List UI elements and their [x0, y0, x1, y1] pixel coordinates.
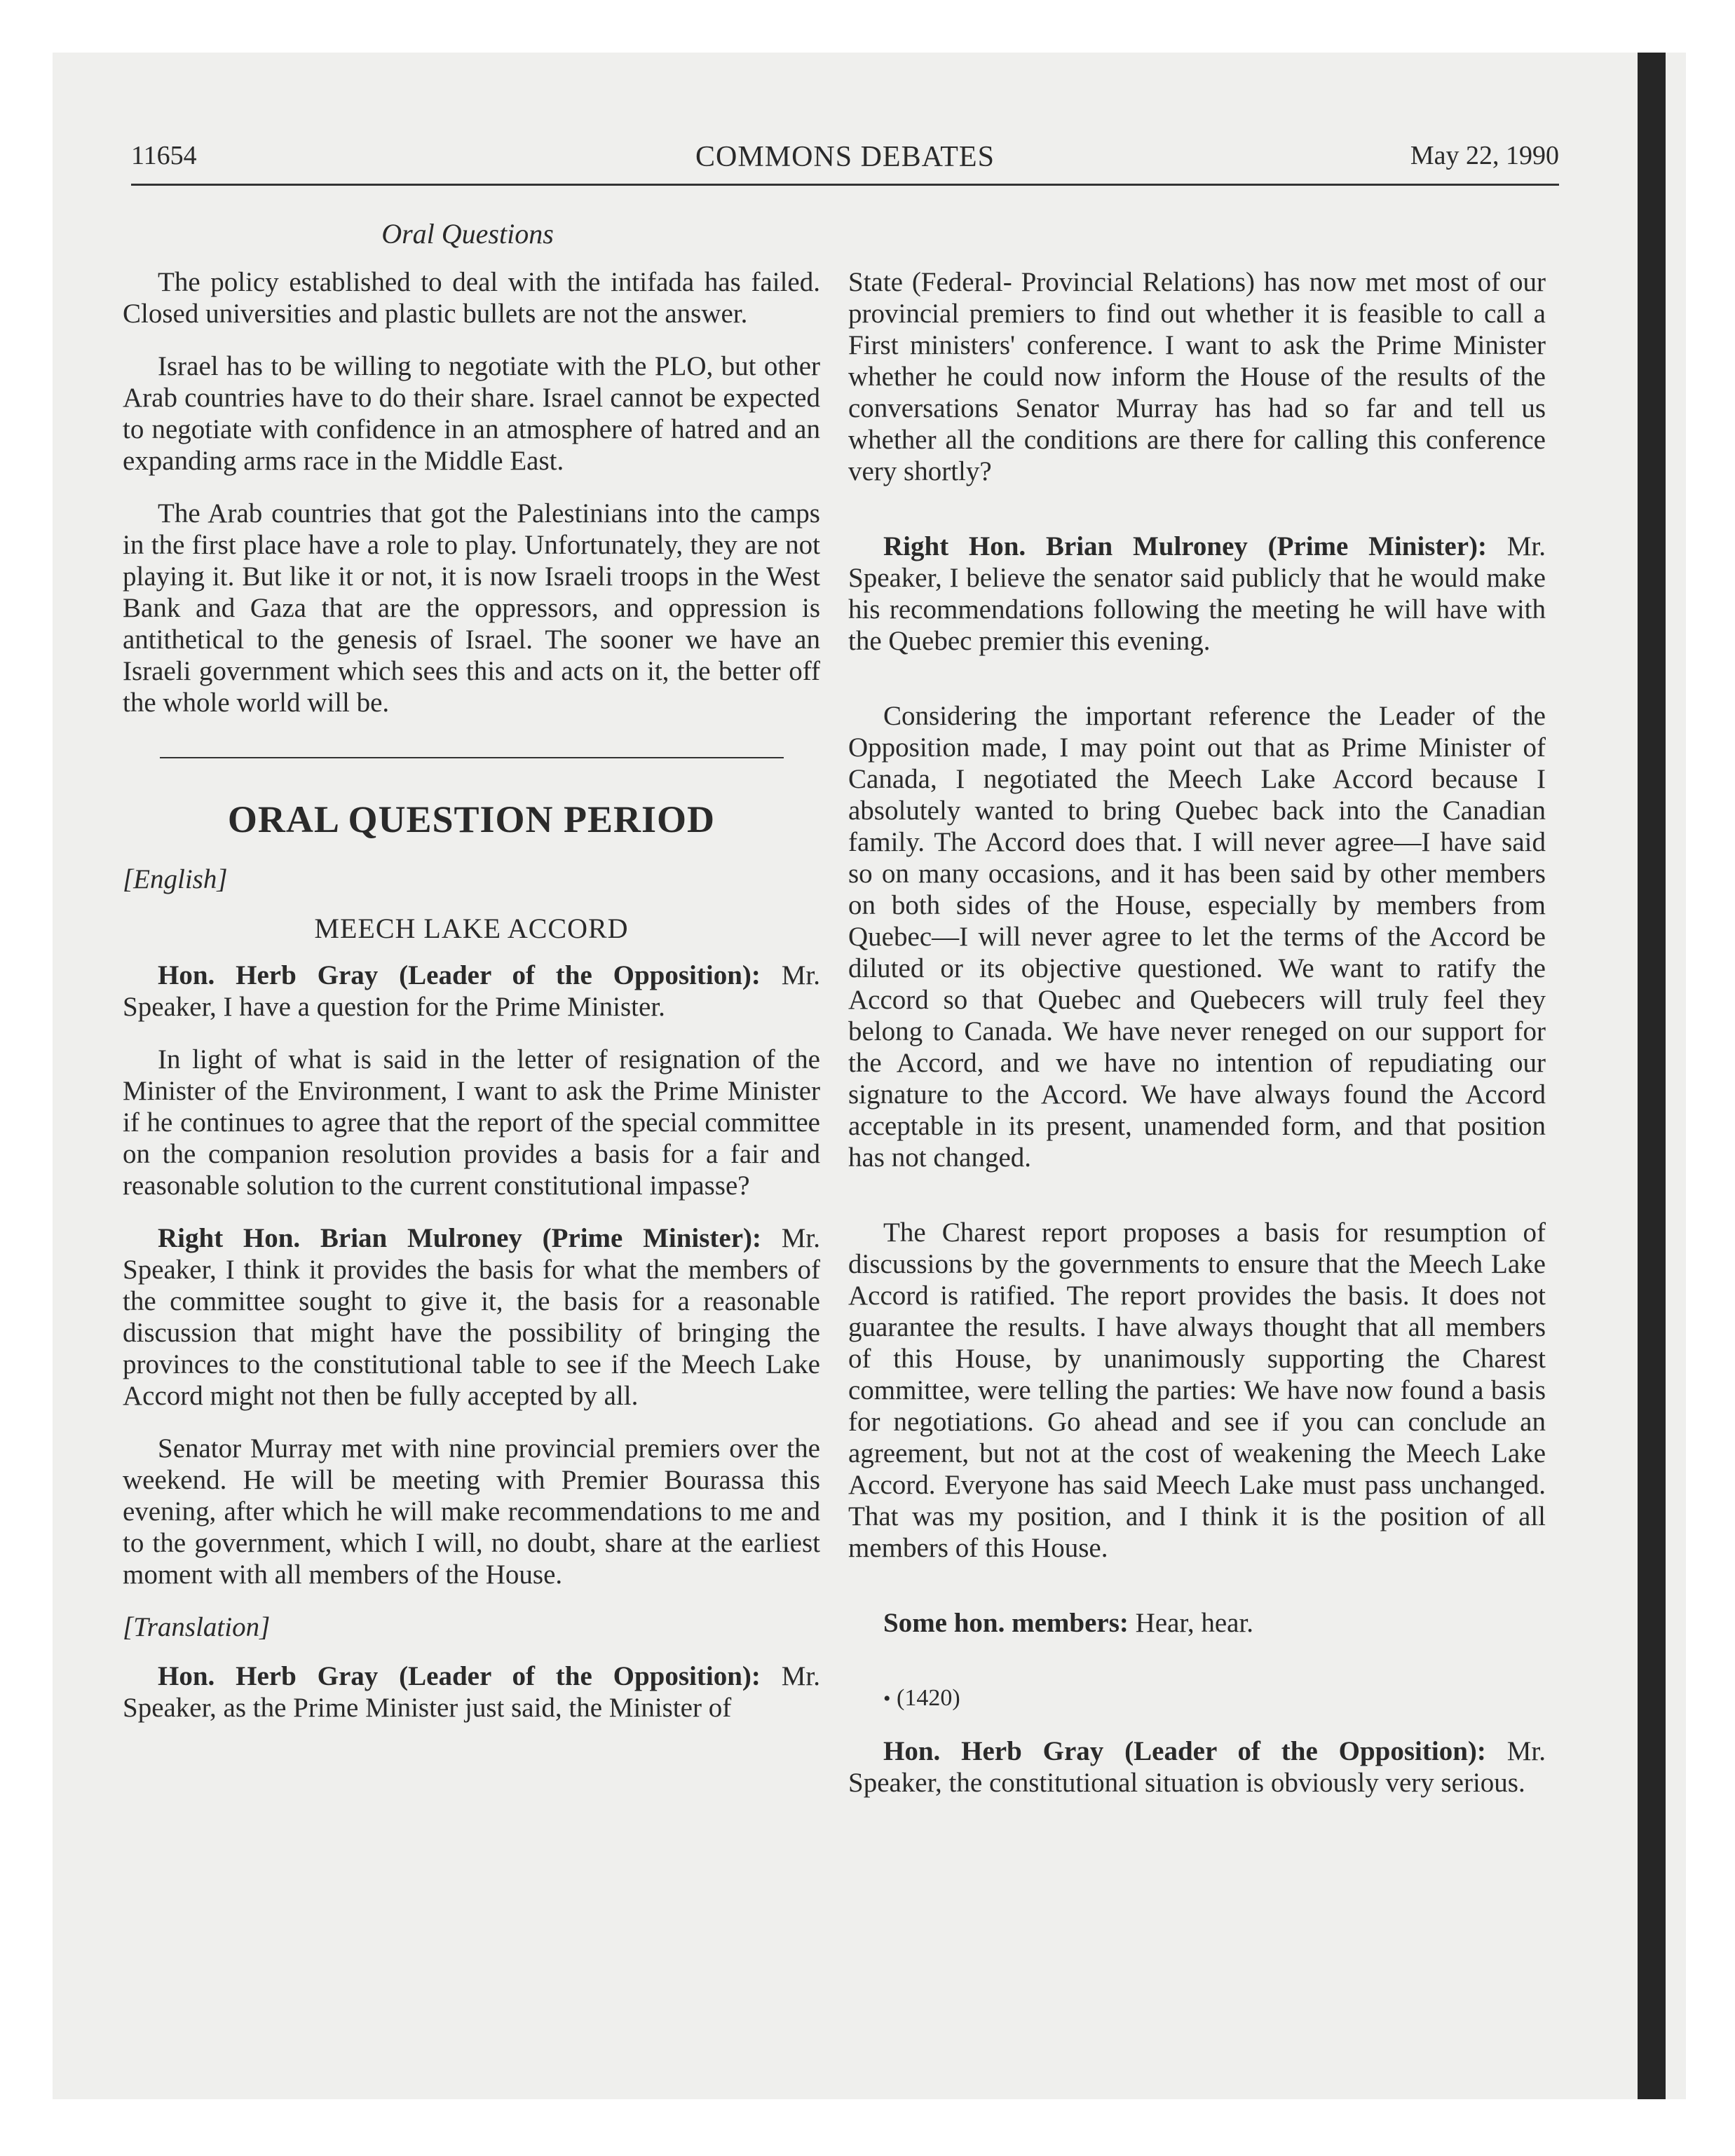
paragraph: In light of what is said in the letter of resignation of the Minister of the Environment, I want to ask the Prime Minister if he continues to agree that the report of the special committee on the companion resolution provides a basis for a fair and reasonable solution to the current constitutional impasse?	[123, 1044, 820, 1201]
paragraph: The policy established to deal with the intifada has failed. Closed universities and plastic bullets are not the answer.	[123, 267, 820, 329]
speech-text: Hear, hear.	[1128, 1608, 1254, 1638]
speech	[123, 1660, 820, 1724]
speaker-name: Some hon. members:	[883, 1608, 1129, 1638]
language-marker: [Translation]	[123, 1612, 271, 1642]
left-column	[123, 266, 820, 1745]
speech-text: Mr. Speaker, I believe the senator said publicly that he would make his recommendations following the meeting he will have with the Quebec premier this evening.	[848, 531, 1546, 656]
speech	[123, 1222, 820, 1412]
paragraph: Senator Murray met with nine provincial premiers over the weekend. He will be meeting with Premier Bourassa this evening, after which he will make recommendations to me and to the government, which I will, no doubt, share at the earliest moment with all members of the House.	[123, 1433, 820, 1590]
time-stamp: (1420)	[897, 1685, 960, 1711]
header-rule	[131, 184, 1559, 186]
speech-text: Mr. Speaker, I think it provides the basis for what the members of the committee sought to give it, the basis for a reasonable discussion that might have the possibility of bringing the provinces to the constitutional table to see if the Meech Lake Accord might not then be fully accepted by all.	[123, 1223, 820, 1411]
speech-text: Mr. Speaker, as the Prime Minister just said, the Minister of	[123, 1661, 821, 1723]
speaker-name: Hon. Herb Gray (Leader of the Opposition):	[158, 960, 761, 990]
speech-text: Mr. Speaker, I have a question for the Prime Minister.	[123, 960, 821, 1022]
language-marker: [English]	[123, 864, 228, 894]
speaker-name: Right Hon. Brian Mulroney (Prime Minister):	[158, 1223, 762, 1253]
section-divider	[160, 757, 784, 758]
publication-title: COMMONS DEBATES	[695, 141, 995, 173]
paragraph: Israel has to be willing to negotiate with the PLO, but other Arab countries have to do their share. Israel cannot be expected to negotiate with confidence in an atmosphere of hatred and an expanding arms race in the Middle East.	[123, 351, 820, 476]
paragraph: Considering the important reference the Leader of the Opposition made, I may point out that as Prime Minister of Canada, I negotiated the Meech Lake Accord because I absolutely wanted to bring Quebec back into the Canadian family. The Accord does that. I will never agree—I have said so on many occasions, and it has been said by other members on both sides of the House, especially by members from Quebec—I will never agree to let the terms of the Accord be diluted or its objective questioned. We want to ratify the Accord so that Quebec and Quebecers will truly feel they belong to Canada. We have never reneged on our support for the Accord, and we have no intention of repudiating our signature to the Accord. We have always found the Accord acceptable in its present, unamended form, and that position has not changed.	[848, 701, 1546, 1173]
paragraph: The Charest report proposes a basis for resumption of discussions by the governments to ensure that the Meech Lake Accord is ratified. The report provides the basis. It does not guarantee the results. I have always thought that all members of this House, by unanimously supporting the Charest committee, were telling the parties: We have now found a basis for negotiations. Go ahead and see if you can conclude an agreement, but not at the cost of weakening the Meech Lake Accord. Everyone has said Meech Lake must pass unchanged. That was my position, and I think it is the position of all members of this House.	[848, 1217, 1546, 1563]
scan-edge	[1638, 53, 1666, 2099]
topic-heading: MEECH LAKE ACCORD	[314, 913, 629, 944]
speech	[848, 1735, 1546, 1799]
bullet-icon: •	[883, 1687, 891, 1710]
paragraph: State (Federal- Provincial Relations) has now met most of our provincial premiers to find out whether it is feasible to call a First ministers' conference. I want to ask the Prime Minister whether he could now inform the House of the results of the conversations Senator Murray has had so far and tell us whether all the conditions are there for calling this conference very shortly?	[848, 267, 1546, 486]
speech	[123, 960, 820, 1023]
paragraph: The Arab countries that got the Palestinians into the camps in the first place have a role to play. Unfortunately, they are not playing it. But like it or not, it is now Israeli troops in the West Bank and Gaza that are the oppressors, and oppression is antithetical to the genesis of Israel. The sooner we have an Israeli government which sees this and acts on it, the better off the whole world will be.	[123, 498, 820, 718]
speech	[848, 531, 1546, 657]
page-number: 11654	[131, 141, 197, 170]
publication-date: May 22, 1990	[1410, 141, 1559, 170]
speaker-name: Hon. Herb Gray (Leader of the Opposition):	[158, 1661, 761, 1691]
speaker-name: Hon. Herb Gray (Leader of the Opposition):	[883, 1736, 1486, 1766]
time-marker	[848, 1682, 1546, 1714]
speech-text: Mr. Speaker, the constitutional situation is obviously very serious.	[848, 1736, 1546, 1798]
running-header	[131, 140, 1559, 179]
right-column	[848, 266, 1546, 1820]
period-heading: ORAL QUESTION PERIOD	[227, 798, 716, 840]
speaker-name: Right Hon. Brian Mulroney (Prime Minister):	[883, 531, 1488, 561]
speech	[848, 1607, 1546, 1639]
section-heading: Oral Questions	[381, 218, 554, 250]
